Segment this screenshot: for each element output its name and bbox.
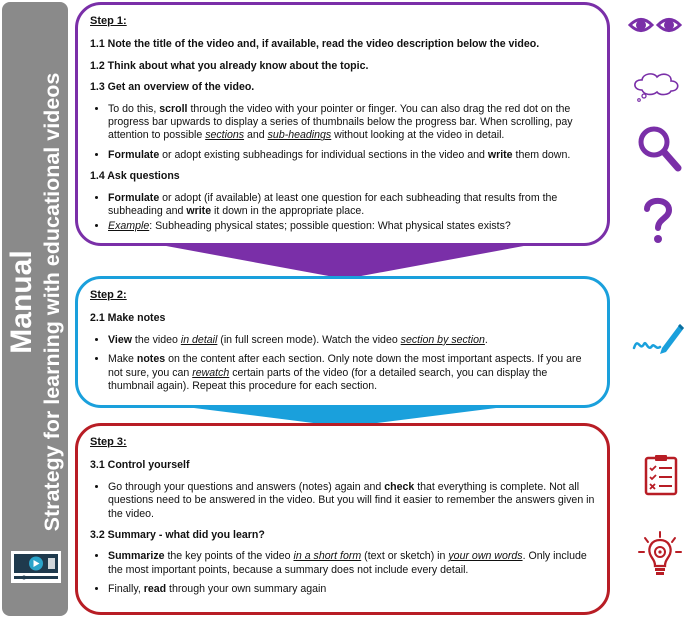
thought-cloud-icon [630, 70, 682, 102]
list-item: • Summarize the key points of the video in a short form (text or sketch) in your own words. Only include the most important points, because a summary does not include every detail. [108, 550, 595, 577]
list-item: • Formulate or adopt existing subheadings for individual sections in the video and write them down. [108, 149, 595, 162]
list-item: • To do this, scroll through the video with your pointer or finger. You can also drag the red dot on the progress bar upwards to display a series of thumbnails below the progress bar. When scrolling, pay attention to possible sections and sub-headings without looking at the video in detail. [108, 103, 595, 143]
list-item: • Example: Subheading physical states; possible question: What physical states exists? [108, 220, 595, 233]
video-player-icon [10, 550, 62, 584]
step1-1-heading: 1.1 Note the title of the video and, if available, read the video description below the video. [90, 38, 540, 51]
eyes-icon [628, 14, 682, 36]
step3-2-list [90, 550, 595, 596]
step1-heading: Step 1: [90, 15, 127, 27]
sidebar-subtitle: Strategy for learning with educational videos [40, 72, 64, 532]
list-item: • Make notes on the content after each section. Only note down the most important aspects. If you are not sure, you can rewatch certain parts of the video (for a detailed search, you can display the thumbnail again). Repeat this procedure for each section. [108, 353, 595, 393]
question-mark-icon [642, 196, 674, 246]
list-item: • Formulate or adopt (if available) at least one question for each subheading that results from the subheading and write it down in the appropriate place. [108, 192, 595, 219]
step1-3-heading: 1.3 Get an overview of the video. [90, 81, 255, 94]
pen-writing-icon [632, 318, 684, 360]
step2-1-heading: 2.1 Make notes [90, 312, 166, 325]
step1-box [75, 2, 610, 246]
step2-heading: Step 2: [90, 289, 127, 301]
checklist-icon [644, 454, 678, 496]
step3-2-heading: 3.2 Summary - what did you learn? [90, 529, 265, 542]
step2-box [75, 276, 610, 408]
step3-1-list [90, 481, 595, 521]
step1-3-list [90, 103, 595, 163]
magnifier-icon [636, 124, 682, 172]
list-item: • Go through your questions and answers (notes) again and check that everything is complete. Not all questions need to be answered in the video. But you will find it easier to remember the answers given in the video. [108, 481, 595, 521]
arrow-step1-to-step2 [150, 243, 540, 279]
list-item: • Finally, read through your own summary again [108, 583, 595, 596]
step2-1-list [90, 334, 595, 394]
step1-2-heading: 1.2 Think about what you already know about the topic. [90, 59, 369, 72]
sidebar-title-block [5, 2, 65, 602]
sidebar [2, 2, 68, 616]
step3-1-heading: 3.1 Control yourself [90, 459, 190, 472]
sidebar-title: Manual [5, 250, 38, 354]
step1-4-list [90, 192, 595, 234]
lightbulb-gear-icon [636, 530, 684, 580]
list-item: • View the video in detail (in full screen mode). Watch the video section by section. [108, 334, 595, 347]
step3-heading: Step 3: [90, 436, 127, 448]
step3-box [75, 423, 610, 615]
step1-4-heading: 1.4 Ask questions [90, 170, 180, 183]
